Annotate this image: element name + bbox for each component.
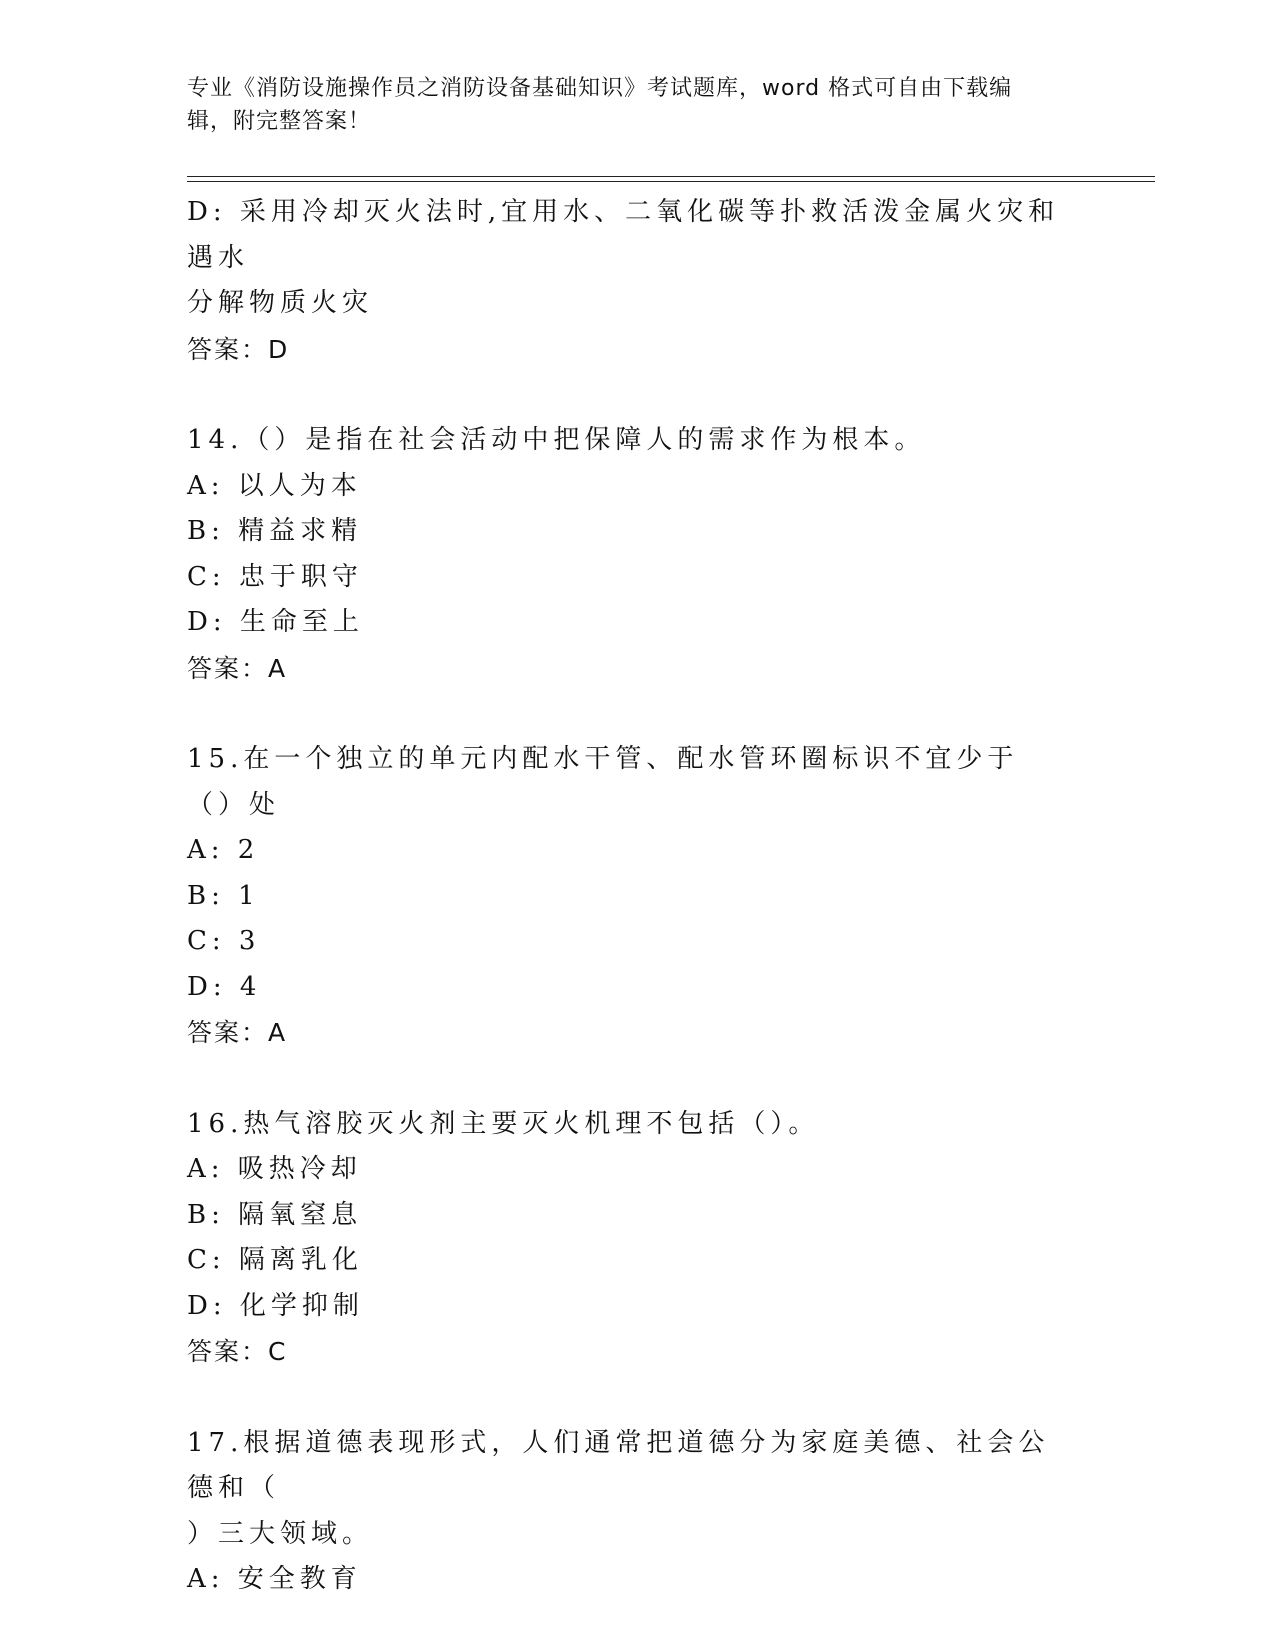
answer-line: 答案：A xyxy=(187,653,288,683)
option-c: C: 隔离乳化 xyxy=(187,1245,363,1275)
question-list xyxy=(187,190,1067,1603)
header-line-2: 辑，附完整答案！ xyxy=(187,109,372,134)
option-d: D: 生命至上 xyxy=(187,607,364,637)
answer-line: 答案：D xyxy=(187,334,290,364)
option-b: B: 隔氧窒息 xyxy=(187,1199,363,1230)
option-d-line-1: D: 采用冷却灭火法时,宜用水、二氧化碳等扑救活泼金属火灾和遇水 xyxy=(187,197,1060,273)
option-b: B: 1 xyxy=(187,880,260,911)
option-d: D: 4 xyxy=(187,971,262,1002)
option-c: C: 忠于职守 xyxy=(187,561,363,592)
option-a: A: 2 xyxy=(187,835,260,865)
question-spacer xyxy=(187,1375,1067,1421)
question-14 xyxy=(187,418,1067,691)
question-stem-line-1: 17.根据道德表现形式，人们通常把道德分为家庭美德、社会公德和（ xyxy=(187,1427,1050,1503)
question-stem: 15.在一个独立的单元内配水干管、配水管环圈标识不宜少于（）处 xyxy=(187,744,1019,820)
question-16 xyxy=(187,1102,1067,1375)
option-a: A: 以人为本 xyxy=(187,470,362,501)
answer-line: 答案：C xyxy=(187,1337,288,1366)
question-spacer xyxy=(187,372,1067,418)
option-d-line-2: 分解物质火灾 xyxy=(187,288,374,318)
answer-line: 答案：A xyxy=(187,1018,288,1047)
question-stem: 16.热气溶胶灭火剂主要灭火机理不包括（）。 xyxy=(187,1108,820,1139)
header-line-1: 专业《消防设施操作员之消防设备基础知识》考试题库，word 格式可自由下载编 xyxy=(187,76,1013,101)
option-a: A: 安全教育 xyxy=(187,1564,362,1594)
option-d: D: 化学抑制 xyxy=(187,1290,364,1321)
option-c: C: 3 xyxy=(187,926,261,956)
document-header xyxy=(187,72,1067,138)
question-spacer xyxy=(187,691,1067,737)
question-15 xyxy=(187,737,1067,1056)
question-stem-line-2: ）三大领域。 xyxy=(187,1518,374,1549)
continued-question xyxy=(187,190,1067,372)
option-b: B: 精益求精 xyxy=(187,516,363,546)
question-stem: 14.（）是指在社会活动中把保障人的需求作为根本。 xyxy=(187,425,926,455)
question-spacer xyxy=(187,1056,1067,1102)
header-divider-top xyxy=(187,176,1155,177)
header-divider-bottom xyxy=(187,181,1155,182)
question-17 xyxy=(187,1421,1067,1603)
option-a: A: 吸热冷却 xyxy=(187,1154,362,1184)
